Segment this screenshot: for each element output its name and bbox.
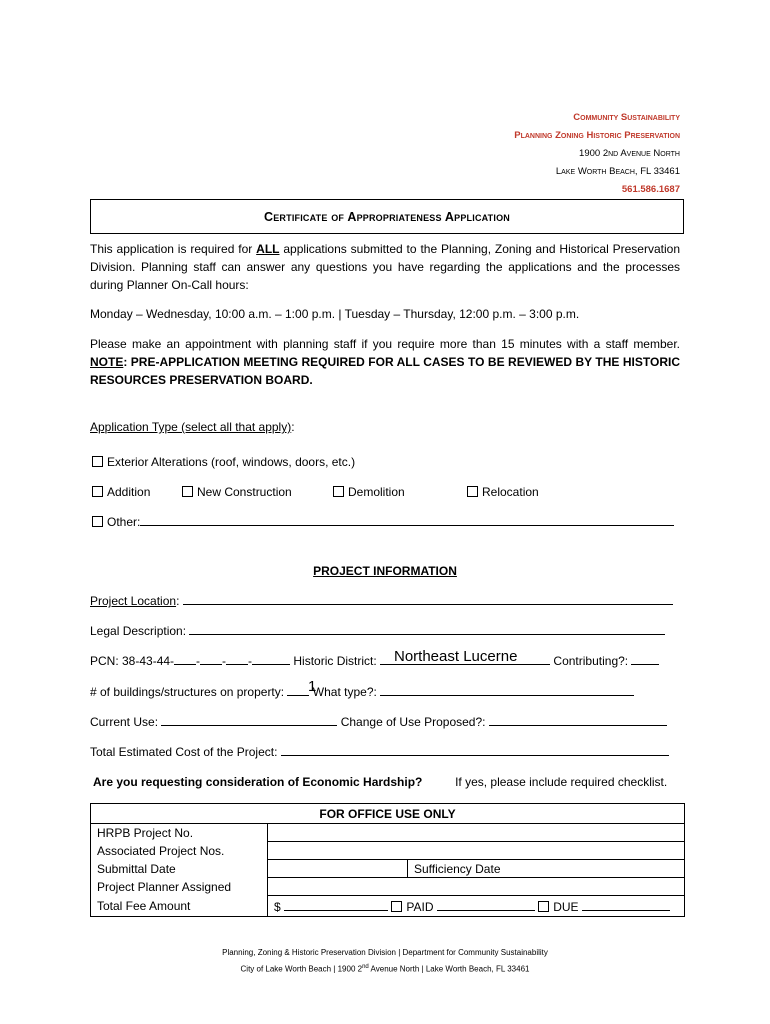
legal-description-row — [90, 622, 665, 640]
economic-hardship-note: If yes, please include required checklist. — [455, 775, 668, 789]
project-planner-field[interactable] — [268, 878, 685, 896]
total-fee-label: Total Fee Amount — [91, 896, 268, 917]
footer-superscript: nd — [362, 964, 369, 970]
use-row — [90, 713, 667, 731]
historic-district-value[interactable]: Northeast Lucerne — [394, 648, 518, 665]
project-location-row — [90, 592, 673, 610]
pcn-separator: - — [248, 654, 253, 668]
checkbox-icon[interactable] — [182, 486, 193, 497]
office-hours: Monday – Wednesday, 10:00 a.m. – 1:00 p.m. | Tuesday – Thursday, 12:00 p.m. – 3:00 p.m. — [90, 307, 580, 321]
current-use-field[interactable] — [161, 713, 337, 726]
submittal-date-label: Submittal Date — [91, 860, 268, 878]
associated-projects-field[interactable] — [268, 842, 685, 860]
pre-application-notice: : PRE-APPLICATION MEETING REQUIRED FOR ALL CASES TO BE REVIEWED BY THE HISTORIC RESOURCES PRESERVATION BOARD. — [90, 355, 680, 387]
checkbox-addition[interactable] — [92, 483, 150, 501]
buildings-value[interactable]: 1 — [308, 678, 317, 695]
application-type-text: Application Type (select all that apply) — [90, 420, 292, 434]
pcn-field-1[interactable] — [174, 652, 196, 665]
division-name: Planning Zoning Historic Preservation — [514, 130, 680, 141]
contributing-label: Contributing?: — [553, 654, 629, 668]
paid-label: PAID — [406, 899, 434, 914]
page-title: Certificate of Appropriateness Application — [90, 199, 684, 234]
intro-all-emphasis: ALL — [256, 242, 280, 256]
application-type-label — [90, 418, 295, 436]
office-use-heading: FOR OFFICE USE ONLY — [91, 804, 685, 824]
footer-line-2-text-cont: Avenue North | Lake Worth Beach, FL 33461 — [368, 964, 530, 974]
pcn-field-3[interactable] — [226, 652, 248, 665]
address-line-2: Lake Worth Beach, FL 33461 — [555, 166, 680, 177]
hrpb-project-label: HRPB Project No. — [91, 824, 268, 842]
other-label: Other: — [107, 515, 141, 529]
buildings-field[interactable] — [287, 683, 309, 696]
associated-projects-label: Associated Project Nos. — [91, 842, 268, 860]
checkbox-new-construction[interactable] — [182, 483, 292, 501]
checkbox-icon[interactable] — [467, 486, 478, 497]
pcn-field-4[interactable] — [252, 652, 290, 665]
exterior-label: Exterior Alterations (roof, windows, doors, etc.) — [107, 455, 356, 469]
checkbox-relocation[interactable] — [467, 483, 539, 501]
demolition-label: Demolition — [348, 485, 405, 499]
due-label: DUE — [553, 899, 579, 914]
sufficiency-date-label: Sufficiency Date — [414, 861, 501, 876]
pcn-separator: - — [196, 654, 201, 668]
appointment-paragraph — [90, 335, 680, 389]
what-type-label: What type?: — [312, 685, 377, 699]
sufficiency-date-cell[interactable] — [408, 860, 685, 878]
hrpb-project-field[interactable] — [268, 824, 685, 842]
application-type-colon: : — [291, 420, 295, 434]
current-use-label: Current Use: — [90, 715, 159, 729]
change-of-use-label: Change of Use Proposed?: — [340, 715, 486, 729]
contributing-field[interactable] — [631, 652, 659, 665]
economic-hardship-field[interactable] — [426, 774, 452, 786]
estimated-cost-row — [90, 743, 669, 761]
intro-text: This application is required for — [90, 242, 257, 256]
change-of-use-field[interactable] — [489, 713, 667, 726]
project-location-field[interactable] — [183, 592, 673, 605]
footer-line-2 — [0, 960, 770, 977]
org-name: Community Sustainability — [573, 112, 680, 123]
project-information-heading: PROJECT INFORMATION — [313, 564, 457, 578]
relocation-label: Relocation — [482, 485, 539, 499]
estimated-cost-label: Total Estimated Cost of the Project: — [90, 745, 278, 759]
fee-amount-field[interactable] — [284, 898, 388, 911]
dollar-sign: $ — [274, 899, 281, 914]
paid-checkbox-icon[interactable] — [391, 901, 402, 912]
checkbox-exterior-alterations[interactable] — [92, 453, 355, 471]
legal-description-field[interactable] — [189, 622, 665, 635]
checkbox-icon[interactable] — [92, 516, 103, 527]
checkbox-icon[interactable] — [333, 486, 344, 497]
checkbox-icon[interactable] — [92, 486, 103, 497]
pcn-label: PCN: 38-43-44- — [90, 654, 175, 668]
what-type-field[interactable] — [380, 683, 634, 696]
other-field[interactable] — [140, 513, 674, 526]
submittal-date-field[interactable] — [268, 860, 408, 878]
address-line-1: 1900 2nd Avenue North — [579, 148, 680, 159]
economic-hardship-row — [93, 773, 667, 791]
page-footer — [0, 946, 770, 977]
due-amount-field[interactable] — [582, 898, 670, 911]
checkbox-demolition[interactable] — [333, 483, 405, 501]
pcn-field-2[interactable] — [200, 652, 222, 665]
org-header — [514, 109, 680, 199]
historic-district-label: Historic District: — [293, 654, 377, 668]
pcn-row — [90, 652, 659, 670]
economic-hardship-label: Are you requesting consideration of Economic Hardship? — [93, 775, 423, 789]
paid-amount-field[interactable] — [437, 898, 535, 911]
buildings-label: # of buildings/structures on property: — [90, 685, 285, 699]
pcn-separator: - — [222, 654, 227, 668]
phone-number: 561.586.1687 — [621, 184, 680, 195]
appointment-text: Please make an appointment with planning staff if you require more than 15 minutes with a staff member. — [90, 337, 680, 351]
project-location-colon: : — [176, 594, 180, 608]
footer-line-2-text: City of Lake Worth Beach | 1900 2 — [240, 964, 363, 974]
note-label: NOTE — [90, 355, 124, 369]
office-use-table — [90, 803, 685, 917]
intro-text-cont: applications submitted to the Planning, Zoning and Historical Preservation Division. Planning staff can answer any questions you have regarding the applications and the processes during Planner On-Call hours: — [90, 242, 680, 292]
intro-paragraph — [90, 240, 680, 294]
estimated-cost-field[interactable] — [281, 743, 669, 756]
buildings-row — [90, 683, 634, 701]
total-fee-field[interactable] — [268, 896, 685, 917]
checkbox-icon[interactable] — [92, 456, 103, 467]
addition-label: Addition — [107, 485, 151, 499]
footer-line-1: Planning, Zoning & Historic Preservation Division | Department for Community Sustainability — [222, 948, 548, 957]
project-location-label: Project Location — [90, 594, 177, 608]
checkbox-other[interactable] — [92, 513, 674, 531]
legal-description-label: Legal Description: — [90, 624, 187, 638]
due-checkbox-icon[interactable] — [538, 901, 549, 912]
new-construction-label: New Construction — [197, 485, 292, 499]
project-planner-label: Project Planner Assigned — [91, 878, 268, 896]
